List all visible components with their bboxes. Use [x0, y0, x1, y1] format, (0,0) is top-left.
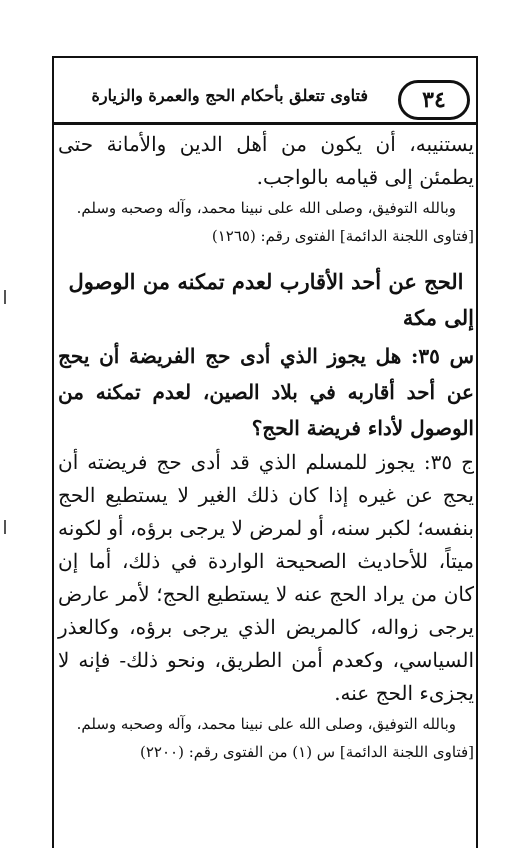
scan-edge-mark [4, 290, 6, 304]
page-number: ٣٤ [398, 80, 470, 120]
scan-edge-mark [4, 520, 6, 534]
intro-paragraph: يستنيبه، أن يكون من أهل الدين والأمانة حتى يطمئن إلى قيامه بالواجب. [58, 132, 474, 189]
closing-prayer-1: وبالله التوفيق، وصلى الله على نبينا محمد، وآله وصحبه وسلم. [76, 199, 456, 217]
section-heading: الحج عن أحد الأقارب لعدم تمكنه من الوصول إلى مكة [68, 269, 474, 330]
page-header [52, 76, 478, 126]
fatwa-source-1: [فتاوى اللجنة الدائمة] الفتوى رقم: (١٢٦٥) [211, 227, 474, 245]
running-title: فتاوى تتعلق بأحكام الحج والعمرة والزيارة [91, 86, 368, 105]
header-divider [52, 122, 478, 125]
answer-paragraph: ج ٣٥: يجوز للمسلم الذي قد أدى حج فريضته أن يحج عن غيره إذا كان ذلك الغير لا يستطيع الحج بنفسه؛ لكبر سنه، أو لمرض لا يرجى برؤه، أو لكونه ميتاً، للأحاديث الصحيحة الواردة في ذلك، أما إن كان من يراد الحج عنه لا يستطيع الحج؛ لأمر عارض يرجى زواله، كالمريض الذي يرجى برؤه، وكالعذر السياسي، وكعدم أمن الطريق، ونحو ذلك- فإنه لا يجزىء الحج عنه. [58, 450, 474, 705]
fatwa-source-2: [فتاوى اللجنة الدائمة] س (١) من الفتوى رقم: (٢٢٠٠) [140, 743, 474, 761]
question-paragraph: س ٣٥: هل يجوز الذي أدى حج الفريضة أن يحج عن أحد أقاربه في بلاد الصين، لعدم تمكنه من الوصول لأداء فريضة الحج؟ [58, 344, 474, 440]
page-content [58, 128, 474, 766]
closing-prayer-2: وبالله التوفيق، وصلى الله على نبينا محمد، وآله وصحبه وسلم. [76, 715, 456, 733]
